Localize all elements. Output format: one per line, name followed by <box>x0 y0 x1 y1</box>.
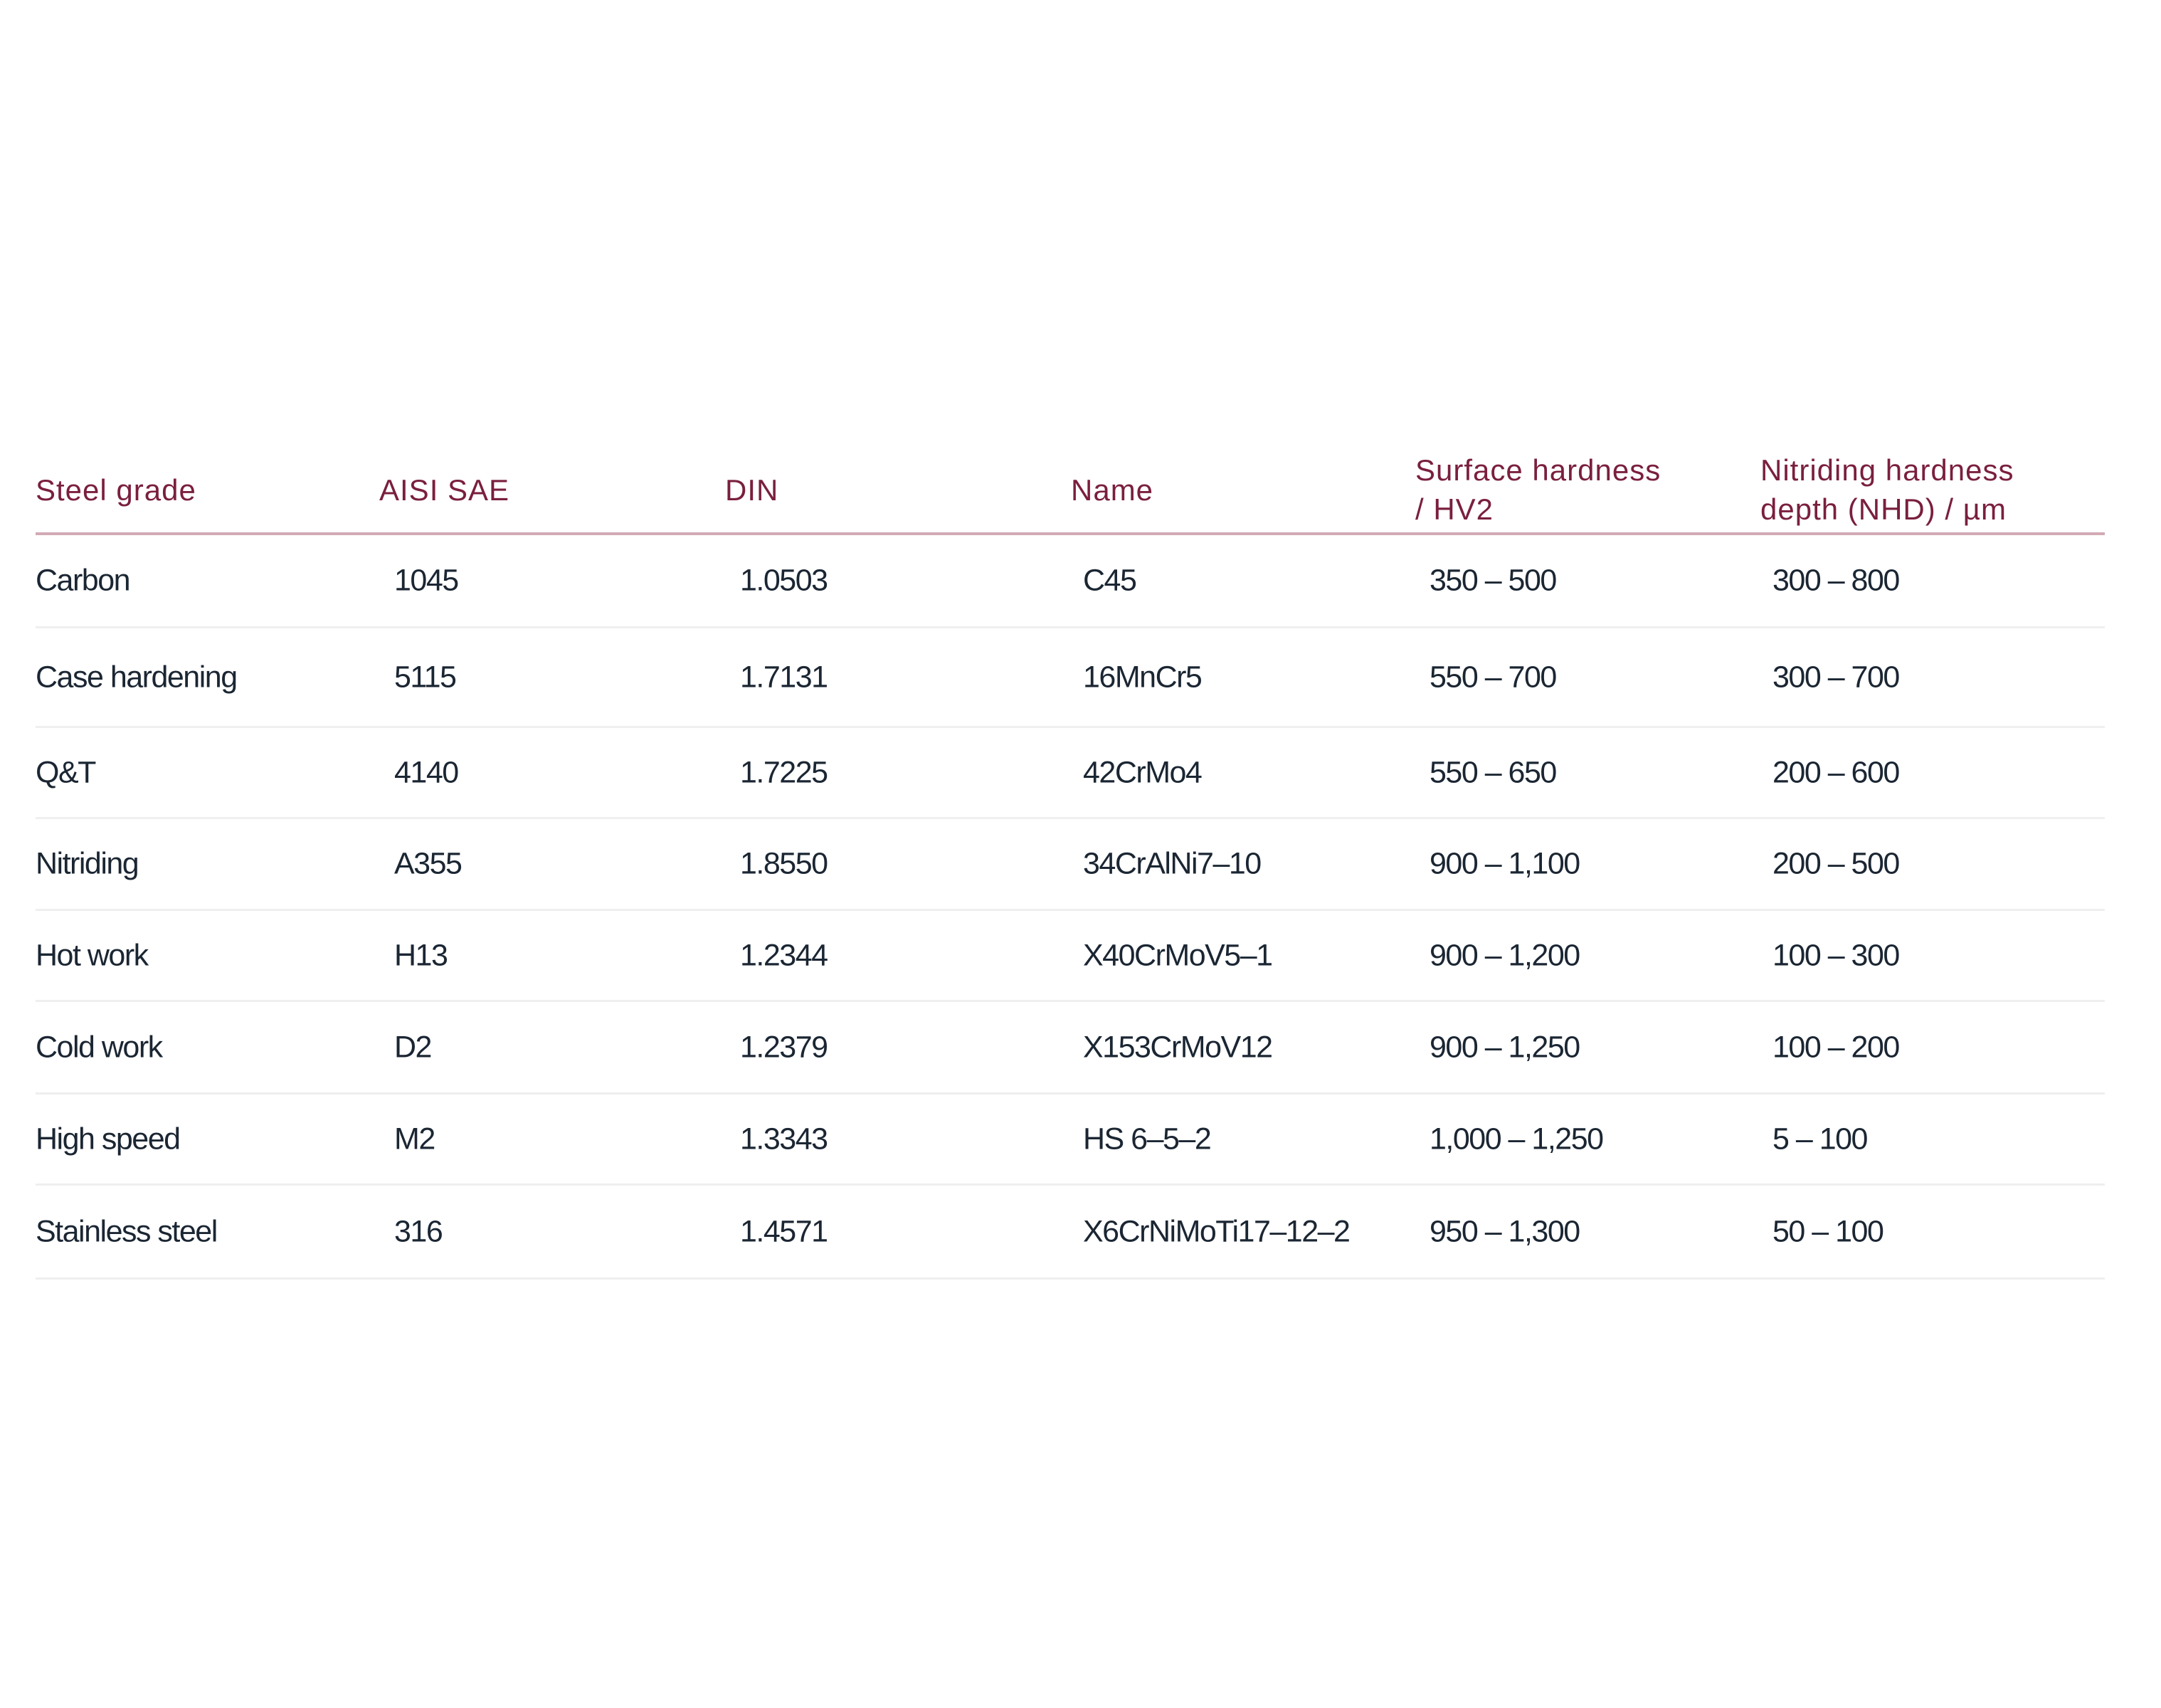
cell-surface-hardness: 900 – 1,100 <box>1430 846 1580 881</box>
cell-aisi-sae: D2 <box>394 1030 431 1064</box>
cell-nitriding-depth: 200 – 500 <box>1772 846 1899 881</box>
cell-nitriding-depth: 5 – 100 <box>1772 1122 1867 1156</box>
cell-steel-grade: Carbon <box>36 563 130 598</box>
cell-surface-hardness: 350 – 500 <box>1430 563 1556 598</box>
header-surface-hardness-line1: Surface hardness <box>1415 453 1661 487</box>
cell-steel-grade: Stainless steel <box>36 1214 217 1248</box>
cell-name: 42CrMo4 <box>1083 755 1202 789</box>
cell-name: C45 <box>1083 563 1136 598</box>
cell-nitriding-depth: 300 – 700 <box>1772 660 1899 694</box>
header-name: Name <box>1071 473 1154 507</box>
cell-din: 1.8550 <box>740 846 828 881</box>
cell-steel-grade: Nitriding <box>36 846 139 881</box>
cell-aisi-sae: M2 <box>394 1122 435 1156</box>
cell-surface-hardness: 900 – 1,200 <box>1430 938 1580 972</box>
cell-din: 1.7131 <box>740 660 828 694</box>
cell-name: 34CrAlNi7–10 <box>1083 846 1261 881</box>
table-row <box>36 535 2105 628</box>
steel-grades-table <box>36 441 2105 1280</box>
header-aisi-sae: AISI SAE <box>379 473 510 507</box>
cell-din: 1.2379 <box>740 1030 828 1064</box>
table-row <box>36 819 2105 911</box>
cell-aisi-sae: 5115 <box>394 660 456 694</box>
header-nitriding-depth <box>1760 450 2014 529</box>
cell-nitriding-depth: 50 – 100 <box>1772 1214 1883 1248</box>
header-surface-hardness <box>1415 450 1661 529</box>
table-row <box>36 1095 2105 1186</box>
cell-aisi-sae: H13 <box>394 938 448 972</box>
header-din: DIN <box>725 473 779 507</box>
cell-din: 1.7225 <box>740 755 828 789</box>
cell-name: X6CrNiMoTi17–12–2 <box>1083 1214 1350 1248</box>
cell-din: 1.3343 <box>740 1122 828 1156</box>
cell-nitriding-depth: 100 – 300 <box>1772 938 1899 972</box>
cell-surface-hardness: 900 – 1,250 <box>1430 1030 1580 1064</box>
table-row <box>36 911 2105 1002</box>
cell-name: HS 6–5–2 <box>1083 1122 1211 1156</box>
cell-surface-hardness: 1,000 – 1,250 <box>1430 1122 1603 1156</box>
cell-name: X153CrMoV12 <box>1083 1030 1272 1064</box>
header-surface-hardness-line2: / HV2 <box>1415 492 1494 526</box>
cell-steel-grade: Hot work <box>36 938 148 972</box>
cell-name: X40CrMoV5–1 <box>1083 938 1272 972</box>
cell-nitriding-depth: 100 – 200 <box>1772 1030 1899 1064</box>
cell-surface-hardness: 950 – 1,300 <box>1430 1214 1580 1248</box>
cell-aisi-sae: 4140 <box>394 755 458 789</box>
table-row <box>36 1002 2105 1095</box>
cell-steel-grade: High speed <box>36 1122 180 1156</box>
cell-nitriding-depth: 200 – 600 <box>1772 755 1899 789</box>
cell-steel-grade: Cold work <box>36 1030 162 1064</box>
table-row <box>36 728 2105 819</box>
cell-name: 16MnCr5 <box>1083 660 1202 694</box>
cell-din: 1.2344 <box>740 938 828 972</box>
cell-steel-grade: Q&T <box>36 755 95 789</box>
cell-nitriding-depth: 300 – 800 <box>1772 563 1899 598</box>
cell-steel-grade: Case hardening <box>36 660 237 694</box>
cell-aisi-sae: A355 <box>394 846 462 881</box>
header-nitriding-depth-line2: depth (NHD) / µm <box>1760 492 2007 526</box>
table-header-row <box>36 441 2105 535</box>
cell-din: 1.0503 <box>740 563 828 598</box>
table-row <box>36 628 2105 728</box>
header-nitriding-depth-line1: Nitriding hardness <box>1760 453 2014 487</box>
table-row <box>36 1186 2105 1280</box>
cell-aisi-sae: 1045 <box>394 563 458 598</box>
cell-surface-hardness: 550 – 650 <box>1430 755 1556 789</box>
cell-aisi-sae: 316 <box>394 1214 443 1248</box>
header-steel-grade: Steel grade <box>36 473 196 507</box>
cell-surface-hardness: 550 – 700 <box>1430 660 1556 694</box>
cell-din: 1.4571 <box>740 1214 828 1248</box>
